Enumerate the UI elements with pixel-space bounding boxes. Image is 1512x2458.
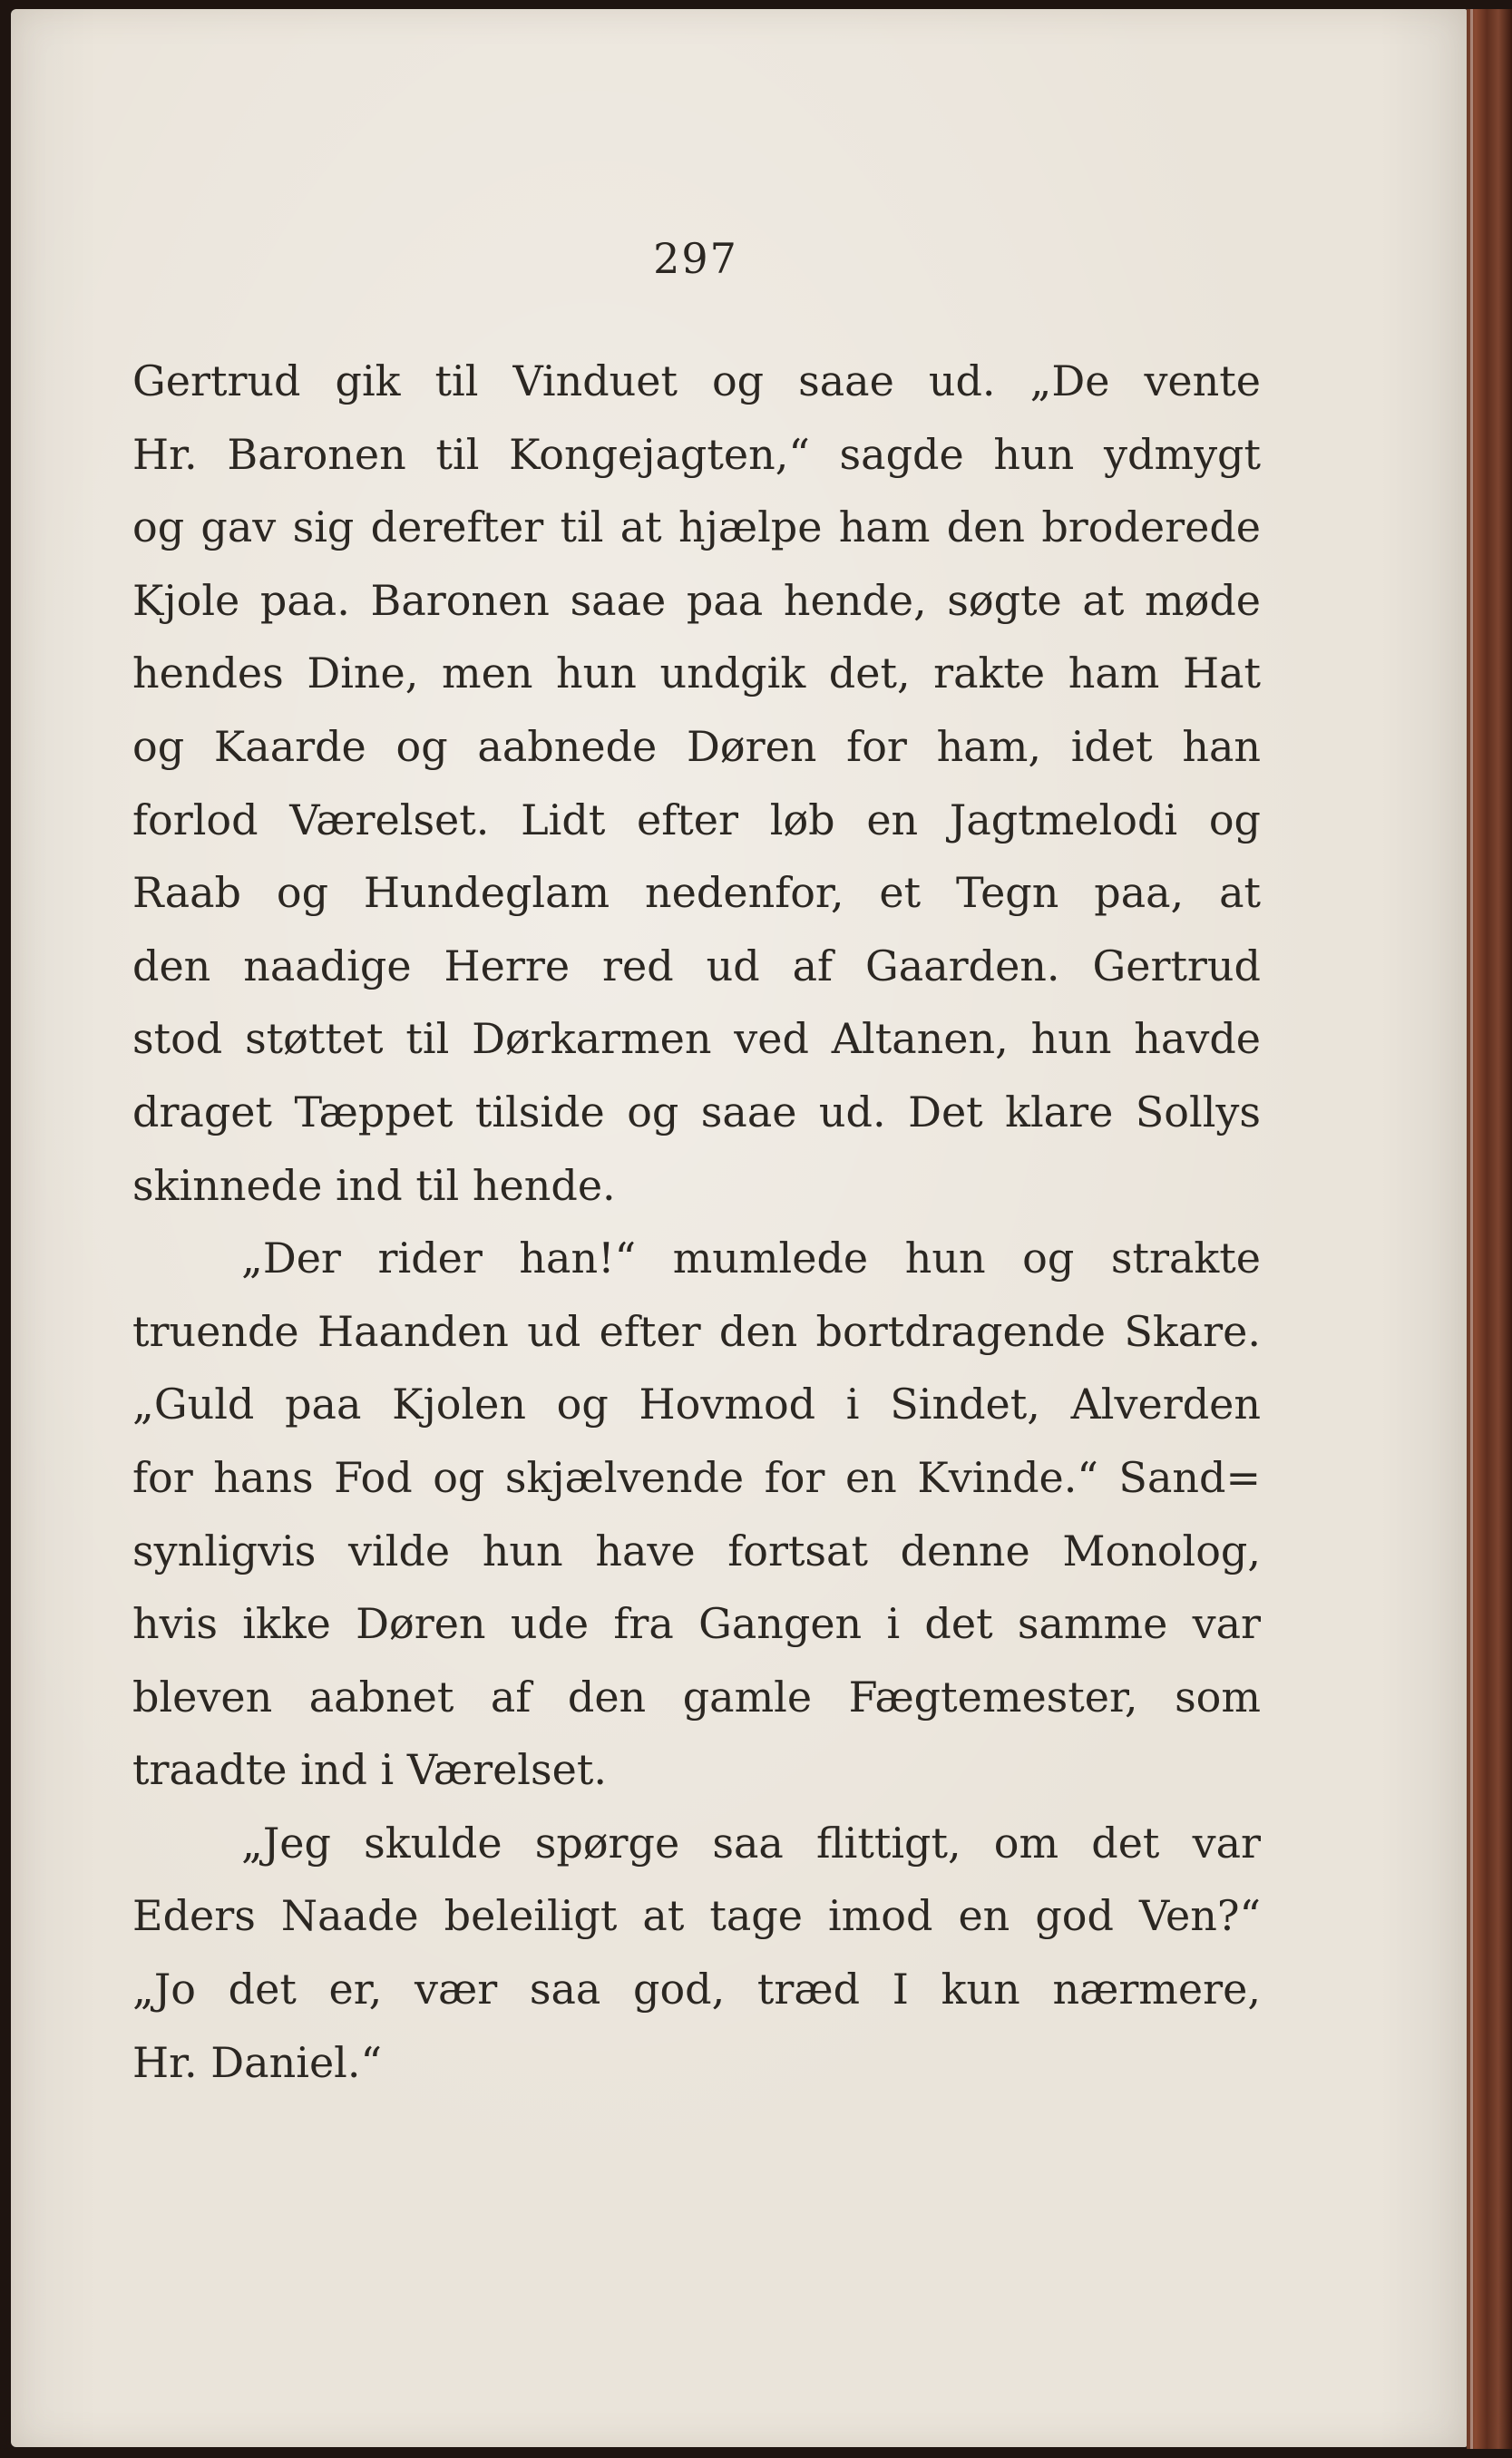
text-line: Gertrud gik til Vinduet og saae ud. „De vente <box>132 356 1261 405</box>
text-line: draget Tæppet tilside og saae ud. Det klare Sollys <box>132 1087 1261 1136</box>
text-line: den naadige Herre red ud af Gaarden. Gertrud <box>132 941 1261 990</box>
text-line: „Jo det er, vær saa god, træd I kun nærmere, <box>132 1965 1261 2014</box>
text-line: Kjole paa. Baronen saae paa hende, søgte at møde <box>132 575 1261 625</box>
book-page <box>11 9 1467 2447</box>
page-number: 297 <box>653 234 738 283</box>
text-line: for hans Fod og skjælvende for en Kvinde.“ Sand= <box>132 1452 1261 1502</box>
body-text <box>132 345 1261 2099</box>
book-page-edge <box>1467 9 1512 2449</box>
text-line: hvis ikke Døren ude fra Gangen i det samme var <box>132 1599 1261 1649</box>
text-line: bleven aabnet af den gamle Fægtemester, som <box>132 1672 1261 1722</box>
text-line: og gav sig derefter til at hjælpe ham den broderede <box>132 502 1261 552</box>
text-line: „Guld paa Kjolen og Hovmod i Sindet, Alverden <box>132 1380 1261 1429</box>
text-line: hendes Dine, men hun undgik det, rakte ham Hat <box>132 649 1261 698</box>
text-line: forlod Værelset. Lidt efter løb en Jagtmelodi og <box>132 795 1261 844</box>
text-line: Hr. Daniel.“ <box>132 2037 383 2087</box>
text-line: truende Haanden ud efter den bortdragende Skare. <box>132 1306 1261 1356</box>
text-line: „Jeg skulde spørge saa flittigt, om det var <box>241 1818 1261 1868</box>
text-line: traadte ind i Værelset. <box>132 1745 607 1795</box>
text-line: „Der rider han!“ mumlede hun og strakte <box>241 1234 1261 1283</box>
text-line: skinnede ind til hende. <box>132 1160 616 1210</box>
text-line: Hr. Baronen til Kongejagten,“ sagde hun ydmygt <box>132 429 1261 479</box>
text-line: Raab og Hundeglam nedenfor, et Tegn paa, at <box>132 868 1261 918</box>
text-line: og Kaarde og aabnede Døren for ham, idet han <box>132 721 1261 771</box>
text-line: Eders Naade beleiligt at tage imod en god Ven?“ <box>132 1891 1261 1941</box>
text-line: synligvis vilde hun have fortsat denne Monolog, <box>132 1526 1261 1575</box>
text-line: stod støttet til Dørkarmen ved Altanen, hun havde <box>132 1014 1261 1064</box>
